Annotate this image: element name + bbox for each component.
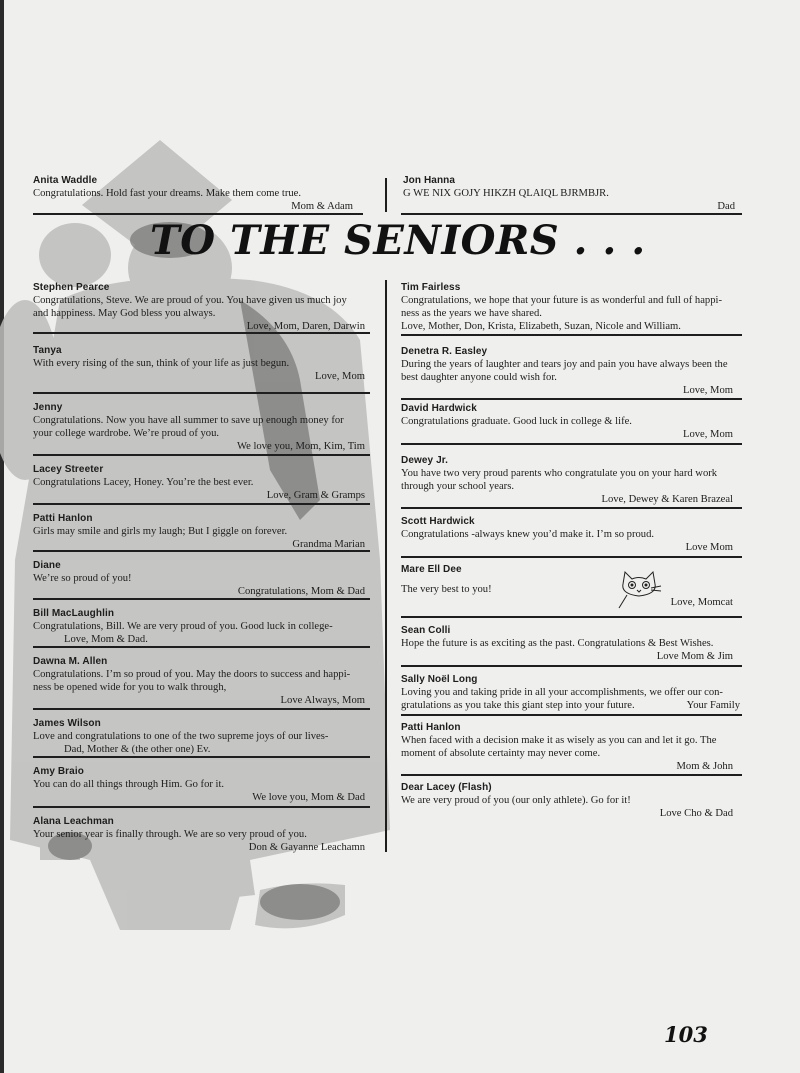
- entry-signature: Love, Mom: [682, 429, 733, 440]
- entry-line: Girls may smile and girls my laugh; But I giggle on forever.: [33, 526, 288, 537]
- entry-signature: We love you, Mom, Kim, Tim: [236, 441, 365, 452]
- entry-name: Anita Waddle: [33, 175, 98, 186]
- divider-rule: [401, 443, 742, 445]
- message-entry: [401, 403, 742, 443]
- divider-rule: [401, 334, 742, 336]
- left-column: [33, 282, 374, 856]
- entry-signature: Don & Gayanne Leachamn: [248, 842, 365, 853]
- entry-name: Scott Hardwick: [401, 516, 475, 527]
- message-entry: [33, 513, 374, 550]
- column-divider: [385, 280, 387, 852]
- entry-line: You can do all things through Him. Go for it.: [33, 779, 225, 790]
- entry-line: During the years of laughter and tears joy and pain you have always been the: [401, 359, 728, 370]
- divider-rule: [33, 806, 370, 808]
- entry-line: through your school years.: [401, 481, 514, 492]
- entry-line: G WE NIX GOJY HIKZH QLAIQL BJRMBJR.: [403, 188, 609, 199]
- divider-rule: [33, 213, 363, 215]
- message-entry: [401, 564, 742, 616]
- entry-name: Bill MacLaughlin: [33, 608, 115, 619]
- entry-signature: Grandma Marian: [292, 539, 365, 550]
- entry-line: Congratulations, we hope that your future is as wonderful and full of happi-: [401, 295, 722, 306]
- message-entry: [33, 345, 374, 392]
- message-entry: [401, 455, 742, 507]
- entry-line: When faced with a decision make it as wisely as you can and let it go. The: [401, 735, 717, 746]
- message-entry: [33, 560, 374, 598]
- entry-signature: Love, Mom, Daren, Darwin: [246, 321, 365, 332]
- entry-name: David Hardwick: [401, 403, 477, 414]
- divider-rule: [401, 507, 742, 509]
- entry-name: Jon Hanna: [403, 175, 456, 186]
- message-entry: [33, 608, 374, 646]
- entry-line: Congratulations. Hold fast your dreams. Make them come true.: [33, 188, 302, 199]
- entry-line: moment of absolute certainty may never come.: [401, 748, 601, 759]
- entry-signature: Love, Gram & Gramps: [266, 490, 365, 501]
- message-entry: [33, 282, 374, 332]
- hat-figure-head: [39, 223, 111, 287]
- message-entry: [401, 282, 742, 334]
- entry-line: your college wardrobe. We’re proud of you.: [33, 428, 220, 439]
- entry-name: Amy Braio: [33, 766, 84, 777]
- column-divider: [385, 178, 387, 212]
- message-entry: [33, 402, 374, 454]
- divider-rule: [401, 213, 742, 215]
- message-entry: [401, 516, 742, 556]
- entry-line: Congratulations. I’m so proud of you. May the doors to success and happi-: [33, 669, 351, 680]
- entry-signature: Love Mom: [685, 542, 733, 553]
- entry-signature: Mom & Adam: [291, 201, 353, 212]
- message-entry: [401, 625, 742, 665]
- entry-signature: Love, Dewey & Karen Brazeal: [601, 494, 733, 505]
- entry-line: best daughter anyone could wish for.: [401, 372, 557, 383]
- entry-signature: Love, Mom: [682, 385, 733, 396]
- entry-line: Congratulations, Steve. We are proud of you. You have given us much joy: [33, 295, 347, 306]
- entry-signature: Mom & John: [676, 761, 733, 772]
- message-entry: [33, 766, 374, 806]
- entry-signature: We love you, Mom & Dad: [252, 792, 365, 803]
- entry-line: Hope the future is as exciting as the past. Congratulations & Best Wishes.: [401, 638, 714, 649]
- entry-line: Loving you and taking pride in all your accomplishments, we offer our con-: [401, 687, 723, 698]
- entry-name: Sally Noël Long: [401, 674, 478, 685]
- divider-rule: [401, 398, 742, 400]
- entry-name: Dewey Jr.: [401, 455, 449, 466]
- entry-line: Congratulations Lacey, Honey. You’re the best ever.: [33, 477, 254, 488]
- entry-name: Stephen Pearce: [33, 282, 110, 293]
- entry-line: gratulations as you take this giant step into your future.: [401, 700, 635, 711]
- entry-line: Congratulations. Now you have all summer to save up enough money for: [33, 415, 344, 426]
- entry-signature: Dad: [717, 201, 735, 212]
- page-title: TO THE SENIORS . . .: [150, 217, 646, 264]
- entry-name: James Wilson: [33, 718, 101, 729]
- top-entry-right: [403, 175, 735, 213]
- right-column: [401, 282, 742, 822]
- divider-rule: [33, 503, 370, 505]
- entry-line: Dad, Mother & (the other one) Ev.: [64, 744, 211, 755]
- entry-line: We’re so proud of you!: [33, 573, 132, 584]
- entry-line: Congratulations graduate. Good luck in college & life.: [401, 416, 632, 427]
- entry-line: Love and congratulations to one of the two supreme joys of our lives-: [33, 731, 329, 742]
- entry-line: Love, Mother, Don, Krista, Elizabeth, Suzan, Nicole and William.: [401, 321, 681, 332]
- message-entry: [401, 674, 742, 714]
- entry-line: We are very proud of you (our only athlete). Go for it!: [401, 795, 631, 806]
- entry-name: Dear Lacey (Flash): [401, 782, 492, 793]
- message-entry: [401, 346, 742, 398]
- divider-rule: [33, 708, 370, 710]
- divider-rule: [401, 665, 742, 667]
- entry-name: Diane: [33, 560, 61, 571]
- entry-line: ness be opened wide for you to walk through,: [33, 682, 227, 693]
- divider-rule: [33, 646, 370, 648]
- entry-name: Patti Hanlon: [33, 513, 93, 524]
- entry-name: Mare Ell Dee: [401, 564, 462, 575]
- entry-line: The very best to you!: [401, 584, 492, 595]
- entry-line: Congratulations, Bill. We are very proud of you. Good luck in college-: [33, 621, 333, 632]
- divider-rule: [33, 756, 370, 758]
- divider-rule: [33, 454, 370, 456]
- divider-rule: [401, 616, 742, 618]
- message-entry: [33, 816, 374, 856]
- entry-line: With every rising of the sun, think of your life as just begun.: [33, 358, 290, 369]
- divider-rule: [33, 598, 370, 600]
- entry-name: Lacey Streeter: [33, 464, 104, 475]
- entry-name: Denetra R. Easley: [401, 346, 488, 357]
- divider-rule: [401, 774, 742, 776]
- top-entry-left: [33, 175, 373, 213]
- shoe-shadow: [260, 884, 340, 920]
- message-entry: [401, 782, 742, 822]
- entry-name: Jenny: [33, 402, 63, 413]
- entry-signature: Love Cho & Dad: [659, 808, 733, 819]
- entry-name: Tim Fairless: [401, 282, 461, 293]
- entry-signature: Love Mom & Jim: [656, 651, 733, 662]
- entry-signature: Love Always, Mom: [280, 695, 365, 706]
- entry-name: Tanya: [33, 345, 62, 356]
- divider-rule: [401, 556, 742, 558]
- entry-line: ness as the years we have shared.: [401, 308, 542, 319]
- entry-signature: Congratulations, Mom & Dad: [237, 586, 365, 597]
- entry-line: Your senior year is finally through. We are so very proud of you.: [33, 829, 307, 840]
- message-entry: [33, 464, 374, 503]
- entry-signature: Love, Momcat: [670, 597, 733, 608]
- entry-name: Dawna M. Allen: [33, 656, 108, 667]
- page-number: 103: [664, 1022, 708, 1047]
- message-entry: [401, 722, 742, 774]
- entry-line: Love, Mom & Dad.: [64, 634, 148, 645]
- entry-line: Congratulations -always knew you’d make it. I’m so proud.: [401, 529, 655, 540]
- message-entry: [33, 718, 374, 756]
- entry-line: and happiness. May God bless you always.: [33, 308, 216, 319]
- entry-name: Patti Hanlon: [401, 722, 461, 733]
- entry-last-line: [401, 699, 742, 712]
- entry-name: Sean Colli: [401, 625, 451, 636]
- divider-rule: [33, 392, 370, 394]
- entry-name: Alana Leachman: [33, 816, 114, 827]
- entry-signature: Love, Mom: [314, 371, 365, 382]
- message-entry: [33, 656, 374, 708]
- entry-line: You have two very proud parents who congratulate you on your hard work: [401, 468, 718, 479]
- cat-doodle-icon: [615, 568, 663, 612]
- entry-signature: Your Family: [686, 700, 740, 711]
- divider-rule: [401, 714, 742, 716]
